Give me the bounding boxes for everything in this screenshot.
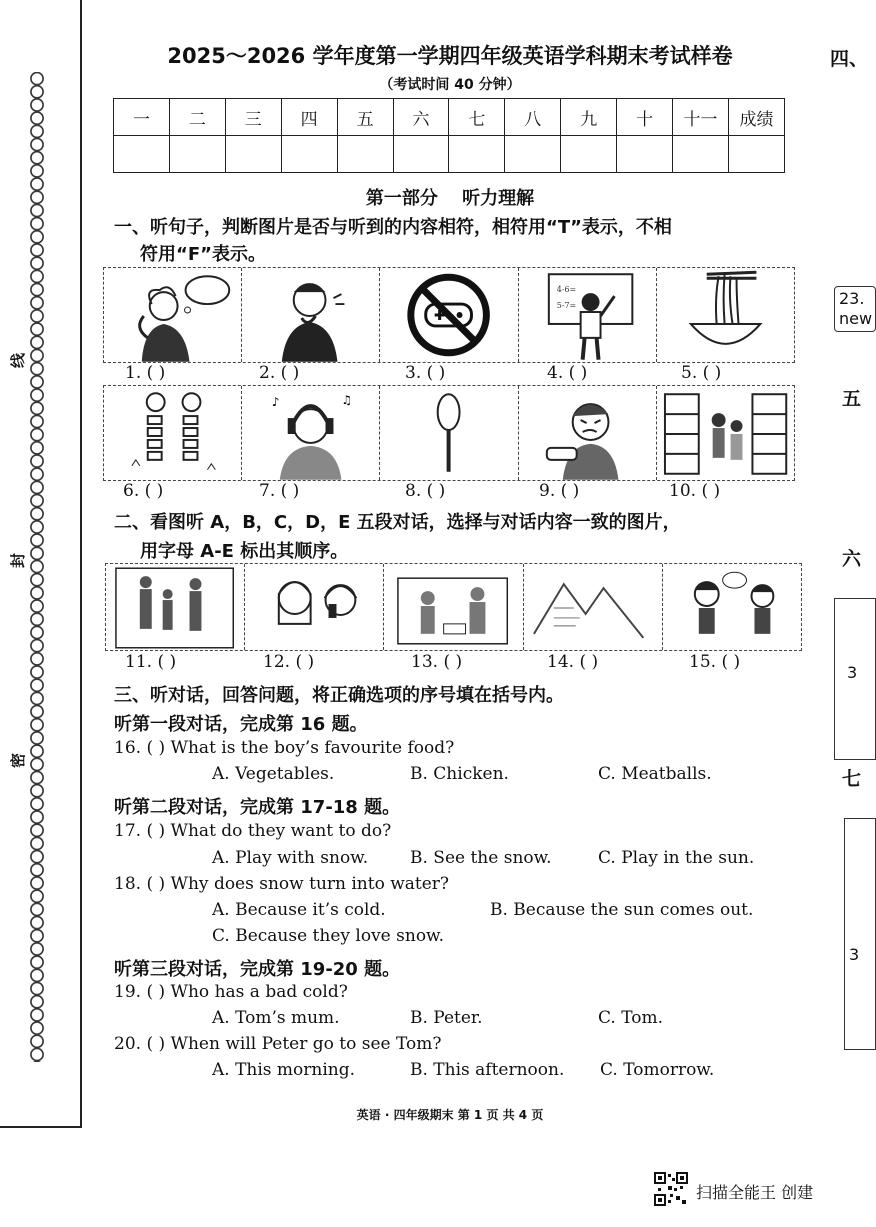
dialogue-3-heading: 听第三段对话，完成第 19-20 题。 [114, 959, 401, 980]
q19-option-c: C. Tom. [598, 1008, 663, 1028]
score-cell[interactable] [505, 136, 561, 173]
binding-circles [28, 72, 46, 1062]
q16-option-b: B. Chicken. [410, 764, 509, 784]
answer-12[interactable]: 12. ( ) [263, 652, 315, 672]
edge-section-four: 四、 [830, 48, 869, 70]
q17-stem: 17. ( ) What do they want to do? [114, 821, 392, 841]
picture-thinking-grandpa [104, 268, 242, 362]
picture-two-girls-talking [245, 564, 384, 650]
picture-angry-boy [519, 386, 657, 480]
score-header: 成绩 [728, 99, 784, 136]
score-table [113, 98, 785, 173]
binding-bottom-line [0, 1126, 82, 1128]
score-header: 一 [114, 99, 170, 136]
score-cell[interactable] [561, 136, 617, 173]
score-header: 二 [169, 99, 225, 136]
edge-q23: 23. [839, 289, 865, 308]
picture-row-2 [103, 385, 795, 481]
row1-answer-labels [103, 363, 793, 387]
section2-instruction-line2: 用字母 A-E 标出其顺序。 [140, 541, 349, 562]
section1-instruction-line1: 一、听句子，判断图片是否与听到的内容相符，相符用“T”表示，不相 [114, 217, 672, 238]
edge-three-a: 3 [847, 663, 858, 682]
q19-stem: 19. ( ) Who has a bad cold? [114, 982, 348, 1002]
score-header: 三 [225, 99, 281, 136]
picture-firecrackers [104, 386, 242, 480]
exam-subtitle: （考试时间 40 分钟） [379, 77, 521, 93]
qr-code-icon [654, 1172, 688, 1206]
q19-option-a: A. Tom’s mum. [212, 1008, 340, 1028]
svg-text:♪: ♪ [272, 395, 280, 410]
page-footer: 英语 · 四年级期末 第 1 页 共 4 页 [356, 1108, 544, 1122]
row2-answer-labels [103, 481, 793, 505]
score-header: 十一 [673, 99, 729, 136]
score-cell[interactable] [449, 136, 505, 173]
answer-2[interactable]: 2. ( ) [259, 363, 300, 383]
q18-option-a: A. Because it’s cold. [212, 900, 386, 920]
dialogue-2-heading: 听第二段对话，完成第 17-18 题。 [114, 797, 401, 818]
picture-hospital-visit [384, 564, 523, 650]
section3-instruction: 三、听对话，回答问题，将正确选项的序号填在括号内。 [114, 685, 564, 706]
answer-6[interactable]: 6. ( ) [123, 481, 164, 501]
q16-option-c: C. Meatballs. [598, 764, 712, 784]
q20-stem: 20. ( ) When will Peter go to see Tom? [114, 1034, 442, 1054]
score-cell[interactable] [225, 136, 281, 173]
edge-three-b: 3 [849, 945, 860, 964]
picture-sick-boy [242, 268, 380, 362]
exam-title: 2025～2026 学年度第一学期四年级英语学科期末考试样卷 [167, 44, 733, 68]
picture-library-shelves [657, 386, 794, 480]
picture-row-3 [105, 563, 802, 651]
picture-no-games-sign [380, 268, 518, 362]
answer-11[interactable]: 11. ( ) [125, 652, 177, 672]
answer-8[interactable]: 8. ( ) [405, 481, 446, 501]
score-cell[interactable] [281, 136, 337, 173]
row3-answer-labels [105, 652, 800, 676]
picture-family-doorway [106, 564, 245, 650]
binding-margin [0, 0, 84, 1130]
binding-char-feng: 封 [9, 552, 28, 569]
picture-noodles-bowl [657, 268, 794, 362]
edge-q23-box [834, 286, 876, 332]
q20-option-c: C. Tomorrow. [600, 1060, 715, 1080]
svg-text:5-7=: 5-7= [556, 301, 576, 311]
part-title: 第一部分 听力理解 [365, 188, 535, 209]
svg-text:4-6=: 4-6= [556, 285, 576, 295]
edge-section-six: 六 [842, 548, 862, 570]
binding-char-mi: 密 [9, 752, 28, 769]
q17-option-c: C. Play in the sun. [598, 848, 755, 868]
picture-row-1 [103, 267, 795, 363]
picture-boy-at-blackboard [519, 268, 657, 362]
q17-option-b: B. See the snow. [410, 848, 552, 868]
score-cell[interactable] [673, 136, 729, 173]
edge-box-seven [844, 818, 876, 1050]
score-header: 八 [505, 99, 561, 136]
section2-instruction-line1: 二、看图听 A，B，C，D，E 五段对话，选择与对话内容一致的图片， [114, 512, 681, 533]
q18-option-c: C. Because they love snow. [212, 926, 444, 946]
score-header: 九 [561, 99, 617, 136]
answer-4[interactable]: 4. ( ) [547, 363, 588, 383]
score-header: 十 [617, 99, 673, 136]
answer-7[interactable]: 7. ( ) [259, 481, 300, 501]
dialogue-1-heading: 听第一段对话，完成第 16 题。 [114, 714, 368, 735]
score-header: 六 [393, 99, 449, 136]
edge-section-five: 五 [842, 388, 862, 410]
score-cell[interactable] [728, 136, 784, 173]
binding-char-xian: 线 [9, 352, 28, 369]
q20-option-a: A. This morning. [212, 1060, 356, 1080]
answer-9[interactable]: 9. ( ) [539, 481, 580, 501]
picture-boy-headphones [242, 386, 380, 480]
answer-1[interactable]: 1. ( ) [125, 363, 166, 383]
picture-two-boys-meatball [663, 564, 801, 650]
q18-stem: 18. ( ) Why does snow turn into water? [114, 874, 450, 894]
edge-new: new [839, 309, 873, 328]
score-header: 四 [281, 99, 337, 136]
score-cell[interactable] [114, 136, 170, 173]
edge-box-six [834, 598, 876, 760]
q19-option-b: B. Peter. [410, 1008, 483, 1028]
edge-section-seven: 七 [842, 768, 862, 790]
picture-snow-mountain [524, 564, 663, 650]
q17-option-a: A. Play with snow. [212, 848, 369, 868]
answer-14[interactable]: 14. ( ) [547, 652, 599, 672]
q16-option-a: A. Vegetables. [212, 764, 335, 784]
answer-5[interactable]: 5. ( ) [681, 363, 722, 383]
score-header: 五 [337, 99, 393, 136]
picture-spoon [380, 386, 518, 480]
svg-text:♫: ♫ [341, 393, 353, 408]
answer-13[interactable]: 13. ( ) [411, 652, 463, 672]
q18-option-b: B. Because the sun comes out. [490, 900, 754, 920]
score-header: 七 [449, 99, 505, 136]
score-cell[interactable] [337, 136, 393, 173]
q16-stem: 16. ( ) What is the boy’s favourite food? [114, 738, 455, 758]
section1-instruction-line2: 符用“F”表示。 [140, 244, 266, 265]
answer-3[interactable]: 3. ( ) [405, 363, 446, 383]
score-blank-row [114, 136, 785, 173]
q20-option-b: B. This afternoon. [410, 1060, 565, 1080]
score-cell[interactable] [617, 136, 673, 173]
scanner-watermark: 扫描全能王 创建 [696, 1183, 814, 1202]
score-cell[interactable] [169, 136, 225, 173]
score-cell[interactable] [393, 136, 449, 173]
score-header-row [114, 99, 785, 136]
binding-line [80, 0, 82, 1128]
answer-10[interactable]: 10. ( ) [669, 481, 721, 501]
answer-15[interactable]: 15. ( ) [689, 652, 741, 672]
